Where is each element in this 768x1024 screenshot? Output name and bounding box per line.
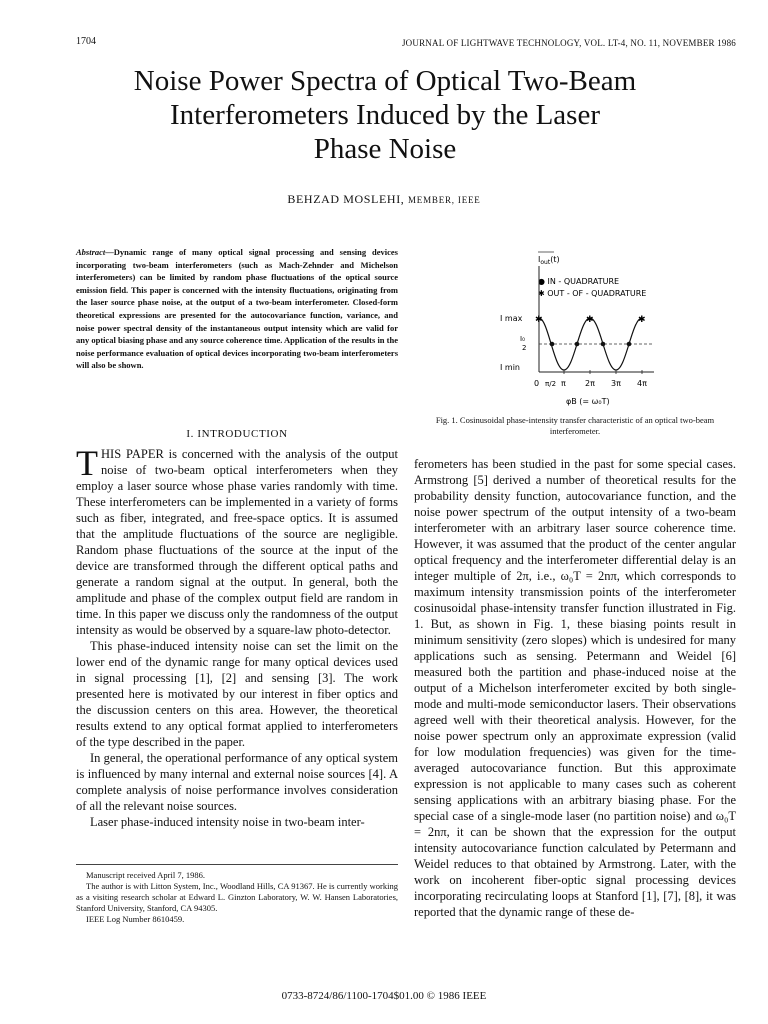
in-quadrature-point	[627, 342, 632, 347]
intro-paragraph-1-text: HIS PAPER is concerned with the analysis of the output noise of two-beam optical interferometers when they employ a laser source whose phase varies randomly with time. These interferometers can be implemented in a variety of forms such as fiber, integrated, and free-space optics. It is assumed that the amplitude fluctuations of the source are negligible. Random phase fluctuations of the source at the input of the device are transformed through the different optical paths and generate a random signal at the output. In general, both the amplitude and phase of the complex output field are random in time. In this paper we discuss only the randomness of the output intensity as would be observed by a square-law photo-detector.	[76, 447, 398, 637]
abstract-label: Abstract	[76, 247, 106, 257]
author-line	[0, 192, 768, 207]
out-of-quadrature-point: ✱	[535, 315, 543, 325]
legend-out-of-quadrature: ✱ OUT - OF - QUADRATURE	[538, 289, 647, 298]
tick-label-4pi: 4π	[637, 379, 647, 388]
title-line-1: Noise Power Spectra of Optical Two-Beam	[133, 65, 637, 97]
tick-label-pi: π	[561, 379, 566, 388]
tick-label-2pi: 2π	[585, 379, 595, 388]
journal-header: JOURNAL OF LIGHTWAVE TECHNOLOGY, VOL. LT-4, NO. 11, NOVEMBER 1986	[401, 38, 736, 48]
title-line-2: Interferometers Induced by the Laser	[170, 99, 600, 131]
footnote-received: Manuscript received April 7, 1986.	[86, 870, 205, 880]
figure-x-axis-label: φB (= ω₀T)	[566, 397, 610, 406]
figure-y-axis-label: $I_{out}(t)$	[538, 255, 560, 266]
figure-1	[414, 244, 736, 414]
figure-i0-label: I₀	[520, 335, 525, 343]
author-name: BEHZAD MOSLEHI,	[287, 192, 405, 206]
abstract-text: Dynamic range of many optical signal processing and sensing devices incorporating two-beam interferometers (such as Mach-Zehnder and Michelson interferometers) can be limited by random phase fluctuations of the optical source emission field. This paper is concerned with the intensity fluctuations, originating from the laser source phase noise, at the output of a two-beam interferometer. Closed-form theoretical expressions are presented for the autocovariance function, variance, and noise power spectral density of the instantaneous output intensity which are valid for any optical biasing phase and any source coherence time. Application of the results in the noise performance evaluation of optical devices incorporating two-beam interferometers will also be shown.	[76, 247, 398, 371]
paper-title	[60, 64, 710, 166]
in-quadrature-point	[550, 342, 555, 347]
intro-paragraph-2: This phase-induced intensity noise can set the limit on the lower end of the dynamic range for many optical devices used in signal processing [1], [2] and sensing [3]. The work presented here is motivated by our interest in fiber optics and the discussion centers on this area. However, the theoretical results extend to any optical format applied to interferometers of the type described in the paper.	[76, 639, 398, 749]
intro-paragraph-1	[76, 443, 398, 638]
left-column	[76, 443, 398, 830]
in-quadrature-point	[601, 342, 606, 347]
footnote-rule	[76, 864, 398, 865]
intro-paragraph-3: In general, the operational performance of any optical system is influenced by many internal and external noise sources [4]. A complete analysis of noise performance involves consideration of all the relevant noise sources.	[76, 751, 398, 813]
out-of-quadrature-point: ✱	[586, 315, 594, 325]
abstract	[76, 246, 398, 372]
copyright-footer: 0733-8724/86/1100-1704$01.00 © 1986 IEEE	[281, 990, 487, 1002]
tick-label-0: 0	[534, 379, 540, 388]
footnote-log: IEEE Log Number 8610459.	[86, 914, 185, 924]
figure-imin-label: I min	[500, 363, 520, 372]
title-line-3: Phase Noise	[313, 133, 457, 165]
figure-imax-label: I max	[500, 314, 523, 323]
figure-caption: Fig. 1. Cosinusoidal phase-intensity transfer characteristic of an optical two-beam interferometer.	[435, 415, 715, 436]
figure-i0-denominator: 2	[522, 344, 527, 352]
drop-cap: T	[76, 443, 98, 483]
intro-paragraph-4: Laser phase-induced intensity noise in two-beam inter-	[90, 815, 365, 829]
out-of-quadrature-point: ✱	[638, 315, 646, 325]
page-number: 1704	[76, 36, 96, 47]
abstract-dash: —	[105, 247, 114, 257]
tick-label-3pi: 3π	[611, 379, 621, 388]
in-quadrature-point	[575, 342, 580, 347]
tick-label-pi-half: π/2	[545, 380, 557, 388]
legend-in-quadrature: ● IN - QUADRATURE	[538, 277, 620, 286]
footnote-affiliation: The author is with Litton System, Inc., Woodland Hills, CA 91367. He is currently working as a visiting research scholar at Edward L. Ginzton Laboratory, W. W. Hansen Laboratories, Stanford University, Stanford, CA 94305.	[76, 881, 398, 913]
right-column	[414, 456, 736, 920]
section-heading: I. INTRODUCTION	[186, 428, 288, 440]
footnote	[76, 870, 398, 925]
author-membership: MEMBER, IEEE	[408, 195, 481, 205]
intro-continued: ferometers has been studied in the past for some special cases. Armstrong [5] derived a number of theoretical results for the probability density function, autocovariance function, and the noise power spectrum of the output intensity of a two-beam interferometer with an arbitrary laser source coherence time. However, it was assumed that the product of the center angular optical frequency and the interferometer differential delay is an integer multiple of 2π, i.e., ω₀T = 2nπ, which corresponds to maximum intensity transmission points of the interferometer cosinusoidal phase-intensity transfer function illustrated in Fig. 1. But, as shown in Fig. 1, these biasing points result in minimum sensitivity (zero slopes) which is undesired for many applications such as sensing. Petermann and Weidel [6] measured both the partition and phase-induced noise at the output of a Michelson interferometer excited by both single-mode and multi-mode semiconductor lasers. Their observations agreed well with their theoretical analysis. However, for the noise power spectrum only an approximate expression (valid for low modulation frequencies) was given for the time-averaged autocovariance function. But this approximate expression is not applicable to many cases such as coherent sensing applications with an arbitrary biasing phase. For the special case of a single-mode laser (no partition noise) and ω₀T = 2nπ, it can be shown that the expression for the output intensity autocovariance function calculated by Petermann and Weidel reduces to that obtained by Armstrong. Later, with the work on incoherent fiber-optic signal processing devices incorporating recirculating loops at Stanford [1], [7], [8], it was reported that the dynamic range of these de-	[414, 457, 736, 919]
